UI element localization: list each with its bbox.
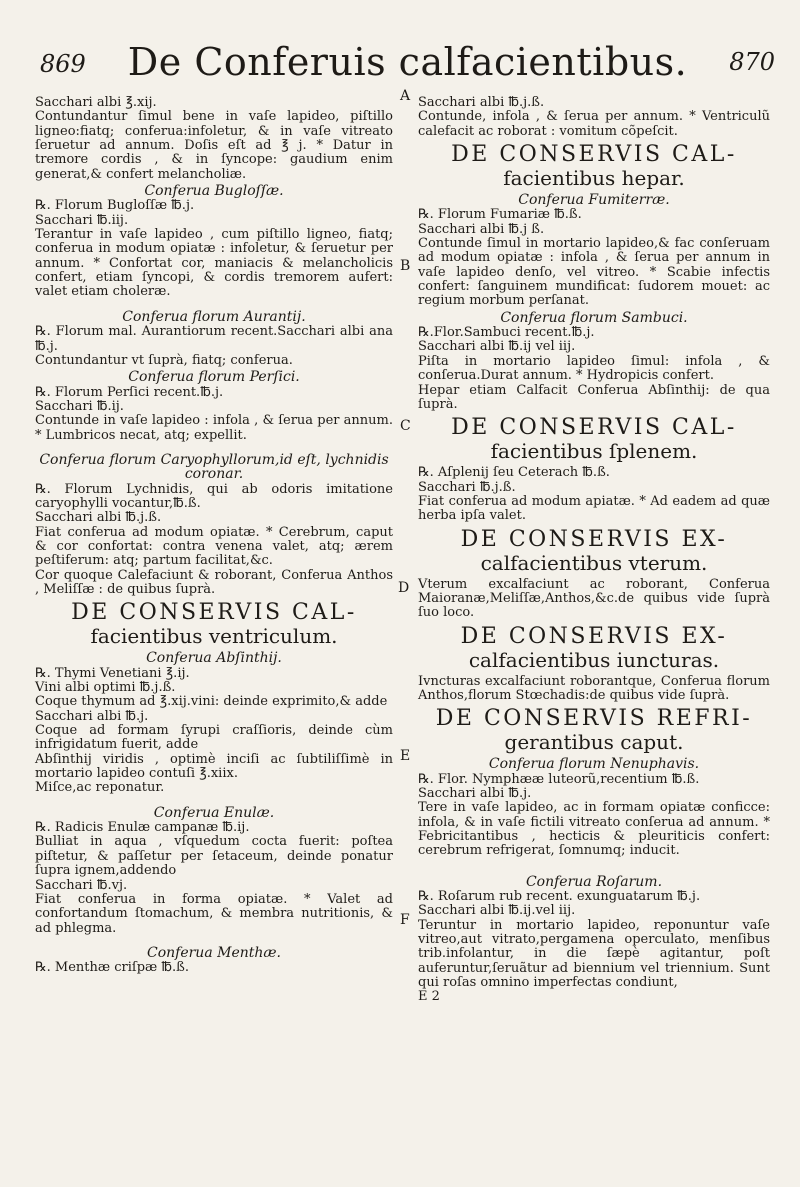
paragraph: Sacchari ℔.vj. bbox=[35, 877, 128, 893]
section-heading: DE CONSERVIS CAL- bbox=[71, 600, 357, 626]
spacer bbox=[35, 443, 393, 451]
spacer bbox=[418, 859, 770, 873]
paragraph: ℞. Florum mal. Aurantiorum recent.Sacchari albi ana ℔.j. bbox=[35, 324, 393, 354]
paragraph: Vini albi optimi ℔.j.ß. bbox=[35, 680, 176, 696]
section-heading: DE CONSERVIS CAL- bbox=[451, 415, 737, 441]
margin-letter-b: B bbox=[400, 258, 411, 274]
paragraph: ℞. Florum Perſici recent.℔.j. bbox=[35, 384, 224, 400]
paragraph: Vterum excalfaciunt ac roborant, Conferua Maioranæ,Meliſſæ,Anthos,&c.de quibus vide ſuprà ſuo loco. bbox=[418, 576, 770, 621]
paragraph: Contunde in vaſe lapideo : infola , & ſerua per annum. * Lumbricos necat, atq; expellit. bbox=[35, 413, 393, 443]
right-column bbox=[418, 96, 770, 1167]
paragraph: ℞. Florum Lychnidis, qui ab odoris imitatione caryophylli vocantur,℔.ß. bbox=[35, 481, 393, 511]
paragraph: Sacchari albi ℔.j.ß. bbox=[35, 510, 162, 526]
paragraph: ℞.Flor.Sambuci recent.℔.j. bbox=[418, 325, 595, 341]
paragraph: ℞. Thymi Venetiani ℥.ij. bbox=[35, 665, 190, 681]
section-subheading: facientibus ventriculum. bbox=[90, 624, 338, 649]
paragraph: Sacchari albi ℥.xij. bbox=[35, 95, 157, 110]
section-heading: DE CONSERVIS REFRI- bbox=[435, 706, 753, 732]
recipe-heading: Conferua florum Perſici. bbox=[128, 369, 300, 386]
spacer bbox=[35, 796, 393, 804]
paragraph: Tere in vaſe lapideo, ac in formam opiatæ conficce: infola, & in vaſe fictili vitreato conſerua ad annum. * Febricitantibus , hecticis & pleuriticis confert: cerebrum refrigerat, ſomnumq; inducit. bbox=[418, 800, 770, 859]
margin-letter-f: F bbox=[400, 912, 410, 928]
paragraph: Contundantur ſimul bene in vaſe lapideo, piſtillo ligneo:fiatq; conferua:infoletur, & in vaſe vitreato ſeruetur ad annum. Doſis eſt ad ℥ j. * Datur in tremore cordis , & in ſyncope: gaudium enim generat,& confert melancholiæ. bbox=[35, 109, 393, 182]
paragraph: Contunde, infola , & ſerua per annum. * Ventriculũ calefacit ac roborat : vomitum cõpeſcit. bbox=[418, 109, 770, 139]
page-header bbox=[40, 32, 775, 84]
paragraph: Sacchari albi ℔.ij vel iij. bbox=[418, 339, 576, 355]
paragraph: ℞. Roſarum rub recent. exunguatarum ℔.j. bbox=[418, 889, 701, 905]
paragraph: Bulliat in aqua , vſquedum cocta fuerit: poſtea piſtetur, & paſſetur per ſetaceum, deinde ponatur ſupra ignem,addendo bbox=[35, 834, 393, 879]
left-column bbox=[35, 96, 393, 1167]
recipe-heading: Conferua Menthæ. bbox=[146, 944, 282, 961]
paragraph: Cor quoque Calefaciunt & roborant, Conferua Anthos , Meliſſæ : de quibus ſuprà. bbox=[35, 567, 393, 597]
spacer bbox=[35, 936, 393, 944]
paragraph: Contunde ſimul in mortario lapideo,& fac conſeruam ad modum opiatæ : infola , & ſerua per annum in vaſe lapideo denſo, vel vitreo. * Scabie infectis confert: ſanguinem mundificat: ſudorem mouet: ac regium morbum perſanat. bbox=[418, 236, 770, 309]
paragraph: Teruntur in mortario lapideo, reponuntur vaſe vitreo,aut vitrato,pergamena operculato, menſibus trib.infolantur, in die ſæpè agitantur, poſt auferuntur,ſeruãtur ad biennium vel triennium. Sunt qui roſas omnino imperfectas condiunt, bbox=[418, 917, 770, 991]
margin-letter-e: E bbox=[400, 748, 411, 764]
paragraph: Sacchari albi ℔.j ß. bbox=[418, 221, 545, 237]
recipe-heading: Conferua florum Aurantij. bbox=[122, 308, 306, 325]
paragraph: Hepar etiam Calfacit Conferua Abſinthij: de qua ſuprà. bbox=[418, 382, 770, 412]
paragraph: Piſta in mortario lapideo ſimul: infola , & conſerua.Durat annum. * Hydropicis confert. bbox=[418, 353, 770, 384]
section-heading: DE CONSERVIS CAL- bbox=[451, 142, 737, 168]
paragraph: ℞. Aſplenij ſeu Ceterach ℔.ß. bbox=[418, 465, 610, 481]
running-title: De Conferuis calfacientibus. bbox=[127, 40, 688, 84]
recipe-heading: Conferua Enulæ. bbox=[153, 804, 275, 821]
recipe-heading: Conferua florum Caryophyllorum,id eſt, lychnidis coronar. bbox=[39, 451, 389, 483]
paragraph: Fiat conferua ad modum opiatæ. * Cerebrum, caput & cor confortat: contra venena valet, atq; ærem peſtiferum: atq; partum facilitat,&c. bbox=[35, 524, 393, 569]
paragraph: Coque ad formam ſyrupi craſſioris, deinde cùm infrigidatum fuerit, adde bbox=[35, 723, 393, 753]
paragraph: Miſce,ac reponatur. bbox=[35, 780, 165, 796]
paragraph: Coque thymum ad ℥.xij.vini: deinde exprimito,& adde bbox=[35, 694, 388, 710]
paragraph: Sacchari albi ℔.ij.vel iij. bbox=[418, 903, 576, 919]
margin-letter-a: A bbox=[400, 88, 411, 104]
section-heading: DE CONSERVIS EX- bbox=[460, 623, 728, 649]
section-heading: DE CONSERVIS EX- bbox=[460, 526, 728, 552]
recipe-heading: Conferua Fumiterræ. bbox=[518, 192, 670, 209]
paragraph: ℞. Radicis Enulæ campanæ ℔.ij. bbox=[35, 820, 250, 836]
paragraph: Contundantur vt ſuprà, fiatq; conferua. bbox=[35, 352, 293, 368]
paragraph: Fiat conferua in forma opiatæ. * Valet ad confortandum ſtomachum, & membra nutritionis, & ad phlegma. bbox=[35, 891, 393, 936]
recipe-heading: Conferua Roſarum. bbox=[525, 873, 663, 890]
section-subheading: gerantibus caput. bbox=[504, 730, 684, 755]
paragraph: Sacchari albi ℔.j. bbox=[418, 785, 532, 801]
section-subheading: calfacientibus iuncturas. bbox=[468, 647, 720, 672]
section-subheading: facientibus hepar. bbox=[503, 166, 685, 191]
margin-letter-d: D bbox=[398, 580, 410, 596]
recipe-heading: Conferua Abſinthij. bbox=[146, 650, 282, 667]
paragraph: Fiat conferua ad modum apiatæ. * Ad eadem ad quæ herba ipſa valet. bbox=[418, 493, 770, 524]
paragraph: Ivncturas excalfaciunt roborantque, Conferua florum Anthos,florum Stœchadis:de quibus vide ſuprà. bbox=[418, 673, 770, 703]
recipe-heading: Conferua Bugloſſæ. bbox=[144, 183, 284, 200]
paragraph: Sacchari albi ℔.j. bbox=[35, 708, 149, 724]
paragraph: Sacchari albi ℔.j.ß. bbox=[418, 95, 545, 110]
paragraph: Sacchari ℔.iij. bbox=[35, 212, 129, 228]
paragraph: ℞. Menthæ criſpæ ℔.ß. bbox=[35, 960, 189, 976]
paragraph: Sacchari ℔.ij. bbox=[35, 398, 124, 414]
paragraph: ℞. Flor. Nymphææ luteorũ,recentium ℔.ß. bbox=[418, 771, 700, 787]
paragraph: Sacchari ℔.j.ß. bbox=[418, 479, 516, 495]
page-number-left: 869 bbox=[40, 50, 86, 78]
paragraph: ℞. Florum Bugloſſæ ℔.j. bbox=[35, 198, 195, 214]
recipe-heading: Conferua florum Nenuphavis. bbox=[488, 756, 700, 773]
paragraph: E 2 bbox=[418, 989, 440, 1005]
section-subheading: calfacientibus vterum. bbox=[480, 550, 708, 575]
page-number-right: 870 bbox=[729, 48, 775, 76]
recipe-heading: Conferua florum Sambuci. bbox=[500, 309, 688, 326]
section-subheading: facientibus ſplenem. bbox=[490, 439, 698, 464]
paragraph: ℞. Florum Fumariæ ℔.ß. bbox=[418, 207, 582, 223]
paragraph: Abſinthij viridis , optimè inciſi ac ſubtiliſſimè in mortario lapideo contuſi ℥.xiix. bbox=[35, 751, 393, 782]
spacer bbox=[35, 300, 393, 308]
margin-letter-c: C bbox=[400, 418, 411, 434]
paragraph: Terantur in vaſe lapideo , cum piſtillo ligneo, fiatq; conferua in modum opiatæ : infoletur, & ſeruetur per annum. * Confortat cor, maniacis & melancholicis confert, etiam ſyncopi, & cordis tremorem aufert: valet etiam choleræ. bbox=[35, 227, 393, 300]
